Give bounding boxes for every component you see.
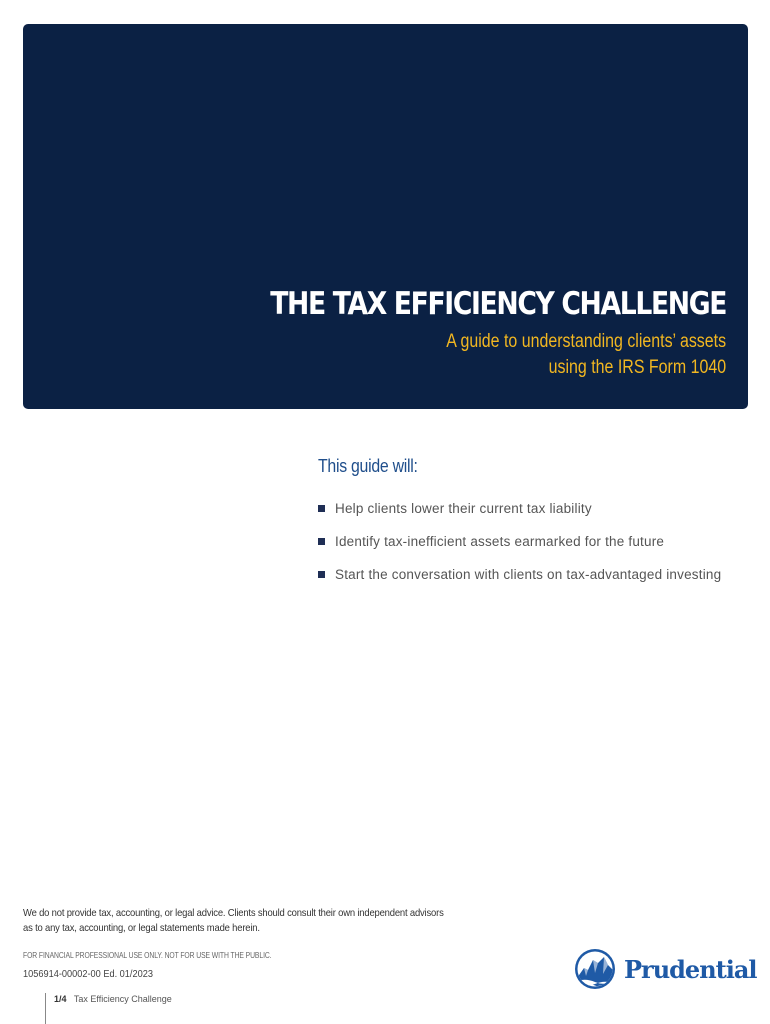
list-item-text: Start the conversation with clients on tax-advantaged investing (335, 567, 722, 582)
page-number: 1/4 (54, 994, 67, 1004)
footer-divider (45, 993, 46, 1024)
list-item (318, 492, 738, 525)
guide-heading: This guide will: (318, 456, 418, 476)
square-bullet-icon (318, 538, 325, 545)
document-title: THE TAX EFFICIENCY CHALLENGE (270, 286, 726, 322)
document-subtitle (446, 329, 726, 381)
prudential-logo (574, 946, 757, 994)
guide-list (318, 492, 738, 591)
square-bullet-icon (318, 505, 325, 512)
rock-of-gibraltar-icon (574, 948, 616, 990)
legal-disclaimer: We do not provide tax, accounting, or legal advice. Clients should consult their own independent advisors as to any tax, accounting, or legal statements made herein. (23, 907, 444, 934)
subtitle-line-1: A guide to understanding clients’ assets (446, 331, 726, 352)
professional-use-notice: FOR FINANCIAL PROFESSIONAL USE ONLY. NOT FOR USE WITH THE PUBLIC. (23, 951, 272, 960)
list-item-text: Identify tax-inefficient assets earmarked for the future (335, 534, 665, 549)
logo-wordmark: Prudential (624, 955, 757, 984)
subtitle-line-2: using the IRS Form 1040 (548, 357, 726, 378)
square-bullet-icon (318, 571, 325, 578)
list-item (318, 525, 738, 558)
page-footer-title: Tax Efficiency Challenge (73, 994, 172, 1004)
guide-section (318, 456, 738, 591)
list-item-text: Help clients lower their current tax liability (335, 501, 592, 516)
document-code: 1056914-00002-00 Ed. 01/2023 (23, 969, 153, 980)
cover-banner (23, 24, 748, 409)
list-item (318, 558, 738, 591)
page-footer (54, 994, 172, 1004)
